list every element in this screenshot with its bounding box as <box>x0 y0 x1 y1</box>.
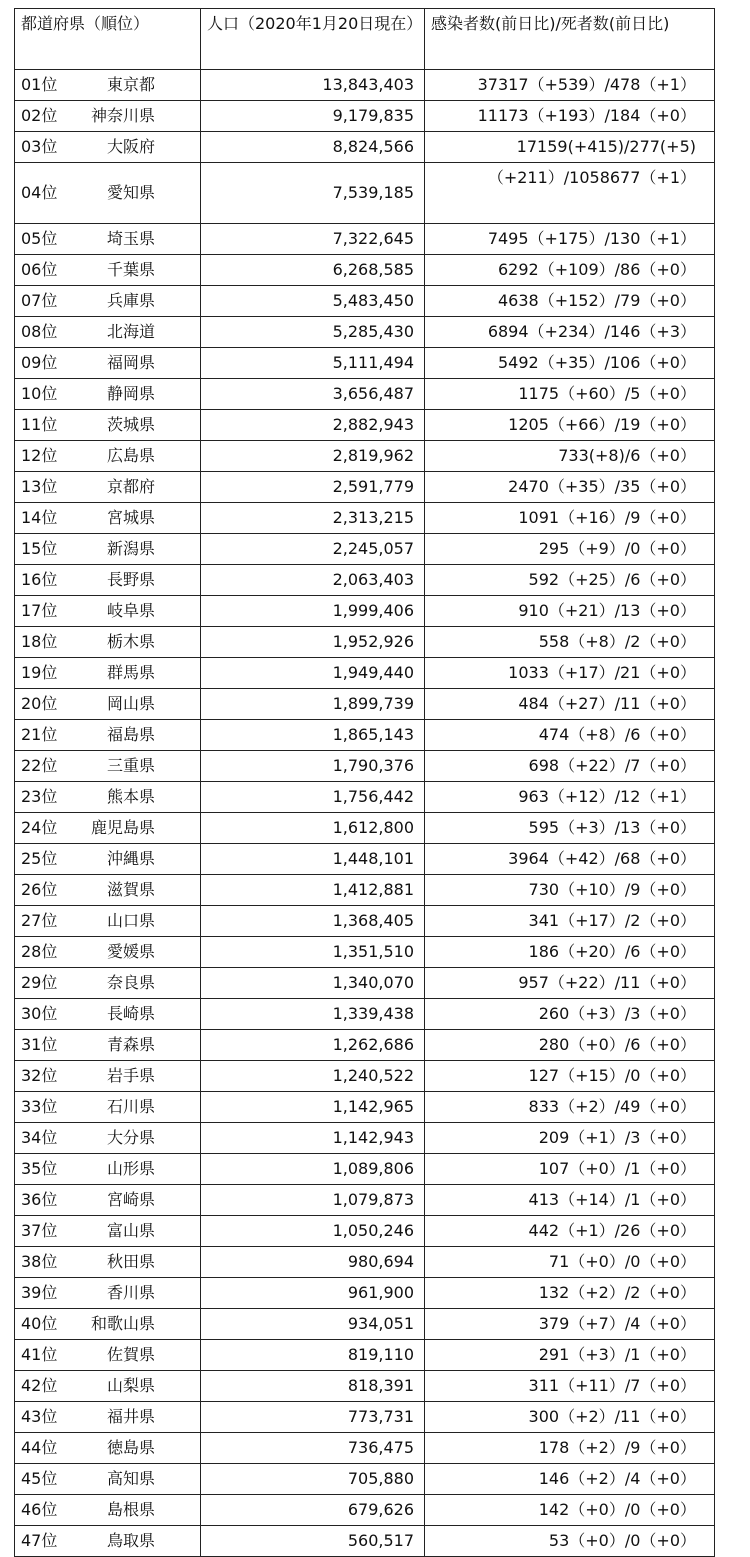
table-row <box>15 441 715 472</box>
table-row <box>15 410 715 441</box>
cases-deaths-cell: 6292（+109）/86（+0） <box>425 255 715 286</box>
prefecture-name: 北海道 <box>106 322 155 341</box>
prefecture-cell <box>15 1247 201 1278</box>
prefecture-cell <box>15 1340 201 1371</box>
cases-deaths-cell: 209（+1）/3（+0） <box>425 1123 715 1154</box>
prefecture-cell <box>15 1464 201 1495</box>
prefecture-cell <box>15 472 201 503</box>
prefecture-cell <box>15 1030 201 1061</box>
prefecture-name: 高知県 <box>106 1469 155 1488</box>
prefecture-name: 大阪府 <box>106 137 155 156</box>
rank-label: 32位 <box>21 1066 58 1085</box>
prefecture-cell <box>15 813 201 844</box>
prefecture-cell <box>15 534 201 565</box>
cases-deaths-cell: 11173（+193）/184（+0） <box>425 101 715 132</box>
population-cell: 1,050,246 <box>201 1216 425 1247</box>
rank-label: 35位 <box>21 1159 58 1178</box>
table-row <box>15 1216 715 1247</box>
table-row <box>15 1061 715 1092</box>
population-cell: 736,475 <box>201 1433 425 1464</box>
rank-label: 12位 <box>21 446 58 465</box>
prefecture-cell <box>15 627 201 658</box>
table-row <box>15 101 715 132</box>
header-prefecture: 都道府県（順位） <box>15 9 201 70</box>
population-cell: 2,819,962 <box>201 441 425 472</box>
prefecture-name: 熊本県 <box>106 787 155 806</box>
prefecture-cell <box>15 255 201 286</box>
population-cell: 980,694 <box>201 1247 425 1278</box>
rank-label: 44位 <box>21 1438 58 1457</box>
rank-label: 15位 <box>21 539 58 558</box>
cases-deaths-cell: 295（+9）/0（+0） <box>425 534 715 565</box>
cases-deaths-cell: 474（+8）/6（+0） <box>425 720 715 751</box>
cases-deaths-cell: 6894（+234）/146（+3） <box>425 317 715 348</box>
cases-deaths-cell: 280（+0）/6（+0） <box>425 1030 715 1061</box>
prefecture-cell <box>15 441 201 472</box>
prefecture-name: 福岡県 <box>106 353 155 372</box>
prefecture-name: 岐阜県 <box>106 601 155 620</box>
population-cell: 8,824,566 <box>201 132 425 163</box>
cases-deaths-cell: 53（+0）/0（+0） <box>425 1526 715 1557</box>
rank-label: 37位 <box>21 1221 58 1240</box>
rank-label: 14位 <box>21 508 58 527</box>
rank-label: 06位 <box>21 260 58 279</box>
prefecture-cell <box>15 317 201 348</box>
table-row <box>15 534 715 565</box>
rank-label: 47位 <box>21 1531 58 1550</box>
prefecture-cell <box>15 1278 201 1309</box>
prefecture-cell <box>15 844 201 875</box>
prefecture-cell <box>15 1123 201 1154</box>
rank-label: 40位 <box>21 1314 58 1333</box>
rank-label: 08位 <box>21 322 58 341</box>
table-row <box>15 255 715 286</box>
cases-deaths-cell: 311（+11）/7（+0） <box>425 1371 715 1402</box>
table-row <box>15 224 715 255</box>
prefecture-cell <box>15 503 201 534</box>
cases-deaths-cell: 178（+2）/9（+0） <box>425 1433 715 1464</box>
population-cell: 1,340,070 <box>201 968 425 999</box>
cases-deaths-cell: （+211）/1058677（+1） <box>425 163 715 224</box>
prefecture-cell <box>15 1154 201 1185</box>
prefecture-name: 富山県 <box>106 1221 155 1240</box>
table-row <box>15 1185 715 1216</box>
prefecture-name: 栃木県 <box>106 632 155 651</box>
rank-label: 33位 <box>21 1097 58 1116</box>
rank-label: 43位 <box>21 1407 58 1426</box>
cases-deaths-cell: 558（+8）/2（+0） <box>425 627 715 658</box>
prefecture-name: 福島県 <box>106 725 155 744</box>
prefecture-cell <box>15 720 201 751</box>
cases-deaths-cell: 5492（+35）/106（+0） <box>425 348 715 379</box>
rank-label: 24位 <box>21 818 58 837</box>
table-row <box>15 132 715 163</box>
prefecture-cell <box>15 379 201 410</box>
prefecture-cell <box>15 906 201 937</box>
table-row <box>15 1123 715 1154</box>
rank-label: 22位 <box>21 756 58 775</box>
prefecture-name: 千葉県 <box>106 260 155 279</box>
cases-deaths-cell: 142（+0）/0（+0） <box>425 1495 715 1526</box>
population-cell: 1,999,406 <box>201 596 425 627</box>
population-cell: 773,731 <box>201 1402 425 1433</box>
prefecture-table <box>14 8 715 1557</box>
table-row <box>15 1154 715 1185</box>
prefecture-name: 佐賀県 <box>106 1345 155 1364</box>
table-row <box>15 1402 715 1433</box>
cases-deaths-cell: 595（+3）/13（+0） <box>425 813 715 844</box>
prefecture-cell <box>15 286 201 317</box>
cases-deaths-cell: 127（+15）/0（+0） <box>425 1061 715 1092</box>
prefecture-cell <box>15 658 201 689</box>
rank-label: 07位 <box>21 291 58 310</box>
population-cell: 1,448,101 <box>201 844 425 875</box>
prefecture-name: 愛媛県 <box>106 942 155 961</box>
prefecture-cell <box>15 565 201 596</box>
population-cell: 961,900 <box>201 1278 425 1309</box>
cases-deaths-cell: 730（+10）/9（+0） <box>425 875 715 906</box>
population-cell: 6,268,585 <box>201 255 425 286</box>
population-cell: 2,591,779 <box>201 472 425 503</box>
table-row <box>15 689 715 720</box>
rank-label: 13位 <box>21 477 58 496</box>
prefecture-cell <box>15 1433 201 1464</box>
cases-deaths-cell: 260（+3）/3（+0） <box>425 999 715 1030</box>
cases-deaths-cell: 3964（+42）/68（+0） <box>425 844 715 875</box>
prefecture-name: 山口県 <box>106 911 155 930</box>
table-row <box>15 565 715 596</box>
prefecture-cell <box>15 782 201 813</box>
table-row <box>15 937 715 968</box>
population-cell: 1,240,522 <box>201 1061 425 1092</box>
prefecture-name: 愛知県 <box>106 183 155 202</box>
cases-deaths-cell: 186（+20）/6（+0） <box>425 937 715 968</box>
table-row <box>15 317 715 348</box>
table-row <box>15 1340 715 1371</box>
header-row <box>15 9 715 70</box>
rank-label: 10位 <box>21 384 58 403</box>
prefecture-cell <box>15 875 201 906</box>
rank-label: 41位 <box>21 1345 58 1364</box>
table-row <box>15 1247 715 1278</box>
table-row <box>15 875 715 906</box>
cases-deaths-cell: 910（+21）/13（+0） <box>425 596 715 627</box>
rank-label: 39位 <box>21 1283 58 1302</box>
prefecture-name: 大分県 <box>106 1128 155 1147</box>
prefecture-cell <box>15 1185 201 1216</box>
cases-deaths-cell: 963（+12）/12（+1） <box>425 782 715 813</box>
prefecture-name: 広島県 <box>106 446 155 465</box>
table-row <box>15 1030 715 1061</box>
table-row <box>15 286 715 317</box>
prefecture-name: 茨城県 <box>106 415 155 434</box>
rank-label: 46位 <box>21 1500 58 1519</box>
population-cell: 1,142,965 <box>201 1092 425 1123</box>
population-cell: 2,313,215 <box>201 503 425 534</box>
prefecture-name: 鹿児島県 <box>90 818 155 837</box>
rank-label: 26位 <box>21 880 58 899</box>
cases-deaths-cell: 1205（+66）/19（+0） <box>425 410 715 441</box>
prefecture-name: 兵庫県 <box>106 291 155 310</box>
population-cell: 1,790,376 <box>201 751 425 782</box>
prefecture-name: 埼玉県 <box>106 229 155 248</box>
prefecture-name: 岩手県 <box>106 1066 155 1085</box>
prefecture-cell <box>15 968 201 999</box>
population-cell: 3,656,487 <box>201 379 425 410</box>
prefecture-cell <box>15 937 201 968</box>
prefecture-name: 静岡県 <box>106 384 155 403</box>
table-row <box>15 1278 715 1309</box>
rank-label: 16位 <box>21 570 58 589</box>
rank-label: 23位 <box>21 787 58 806</box>
prefecture-name: 香川県 <box>106 1283 155 1302</box>
rank-label: 09位 <box>21 353 58 372</box>
table-row <box>15 720 715 751</box>
cases-deaths-cell: 146（+2）/4（+0） <box>425 1464 715 1495</box>
population-cell: 5,111,494 <box>201 348 425 379</box>
prefecture-name: 徳島県 <box>106 1438 155 1457</box>
cases-deaths-cell: 484（+27）/11（+0） <box>425 689 715 720</box>
cases-deaths-cell: 733(+8)/6（+0） <box>425 441 715 472</box>
cases-deaths-cell: 442（+1）/26（+0） <box>425 1216 715 1247</box>
prefecture-name: 滋賀県 <box>106 880 155 899</box>
cases-deaths-cell: 413（+14）/1（+0） <box>425 1185 715 1216</box>
rank-label: 19位 <box>21 663 58 682</box>
rank-label: 30位 <box>21 1004 58 1023</box>
table-row <box>15 751 715 782</box>
cases-deaths-cell: 592（+25）/6（+0） <box>425 565 715 596</box>
table-row <box>15 627 715 658</box>
prefecture-cell <box>15 132 201 163</box>
rank-label: 11位 <box>21 415 58 434</box>
rank-label: 21位 <box>21 725 58 744</box>
rank-label: 38位 <box>21 1252 58 1271</box>
prefecture-name: 石川県 <box>106 1097 155 1116</box>
prefecture-name: 長野県 <box>106 570 155 589</box>
cases-deaths-cell: 698（+22）/7（+0） <box>425 751 715 782</box>
prefecture-cell <box>15 1402 201 1433</box>
rank-label: 18位 <box>21 632 58 651</box>
population-cell: 7,322,645 <box>201 224 425 255</box>
prefecture-cell <box>15 224 201 255</box>
prefecture-cell <box>15 689 201 720</box>
prefecture-name: 鳥取県 <box>106 1531 155 1550</box>
rank-label: 20位 <box>21 694 58 713</box>
prefecture-cell <box>15 101 201 132</box>
prefecture-name: 群馬県 <box>106 663 155 682</box>
rank-label: 03位 <box>21 137 58 156</box>
table-row <box>15 658 715 689</box>
prefecture-cell <box>15 410 201 441</box>
population-cell: 560,517 <box>201 1526 425 1557</box>
population-cell: 1,079,873 <box>201 1185 425 1216</box>
prefecture-name: 神奈川県 <box>90 106 155 125</box>
table-row <box>15 782 715 813</box>
population-cell: 13,843,403 <box>201 70 425 101</box>
cases-deaths-cell: 833（+2）/49（+0） <box>425 1092 715 1123</box>
population-cell: 1,865,143 <box>201 720 425 751</box>
rank-label: 17位 <box>21 601 58 620</box>
rank-label: 05位 <box>21 229 58 248</box>
prefecture-name: 島根県 <box>106 1500 155 1519</box>
cases-deaths-cell: 17159(+415)/277(+5) <box>425 132 715 163</box>
prefecture-name: 宮城県 <box>106 508 155 527</box>
table-row <box>15 999 715 1030</box>
table-row <box>15 1464 715 1495</box>
prefecture-cell <box>15 999 201 1030</box>
rank-label: 31位 <box>21 1035 58 1054</box>
prefecture-name: 山梨県 <box>106 1376 155 1395</box>
population-cell: 1,949,440 <box>201 658 425 689</box>
population-cell: 5,285,430 <box>201 317 425 348</box>
cases-deaths-cell: 341（+17）/2（+0） <box>425 906 715 937</box>
table-row <box>15 1092 715 1123</box>
prefecture-name: 新潟県 <box>106 539 155 558</box>
population-cell: 818,391 <box>201 1371 425 1402</box>
cases-deaths-cell: 300（+2）/11（+0） <box>425 1402 715 1433</box>
table-row <box>15 1495 715 1526</box>
population-cell: 9,179,835 <box>201 101 425 132</box>
population-cell: 2,882,943 <box>201 410 425 441</box>
prefecture-cell <box>15 1309 201 1340</box>
population-cell: 1,756,442 <box>201 782 425 813</box>
header-cases-deaths: 感染者数(前日比)/死者数(前日比) <box>425 9 715 70</box>
prefecture-cell <box>15 1092 201 1123</box>
cases-deaths-cell: 7495（+175）/130（+1） <box>425 224 715 255</box>
population-cell: 819,110 <box>201 1340 425 1371</box>
population-cell: 1,351,510 <box>201 937 425 968</box>
prefecture-cell <box>15 1216 201 1247</box>
population-cell: 1,368,405 <box>201 906 425 937</box>
prefecture-name: 岡山県 <box>106 694 155 713</box>
cases-deaths-cell: 132（+2）/2（+0） <box>425 1278 715 1309</box>
population-cell: 934,051 <box>201 1309 425 1340</box>
population-cell: 7,539,185 <box>201 163 425 224</box>
prefecture-name: 三重県 <box>106 756 155 775</box>
prefecture-cell <box>15 1061 201 1092</box>
prefecture-name: 山形県 <box>106 1159 155 1178</box>
population-cell: 1,952,926 <box>201 627 425 658</box>
cases-deaths-cell: 291（+3）/1（+0） <box>425 1340 715 1371</box>
cases-deaths-cell: 1175（+60）/5（+0） <box>425 379 715 410</box>
rank-label: 27位 <box>21 911 58 930</box>
population-cell: 1,899,739 <box>201 689 425 720</box>
population-cell: 2,063,403 <box>201 565 425 596</box>
population-cell: 1,339,438 <box>201 999 425 1030</box>
table-row <box>15 1309 715 1340</box>
prefecture-name: 奈良県 <box>106 973 155 992</box>
prefecture-name: 京都府 <box>106 477 155 496</box>
population-cell: 705,880 <box>201 1464 425 1495</box>
population-cell: 1,142,943 <box>201 1123 425 1154</box>
population-cell: 5,483,450 <box>201 286 425 317</box>
prefecture-name: 長崎県 <box>106 1004 155 1023</box>
cases-deaths-cell: 957（+22）/11（+0） <box>425 968 715 999</box>
prefecture-cell <box>15 1495 201 1526</box>
table-row <box>15 348 715 379</box>
prefecture-name: 青森県 <box>106 1035 155 1054</box>
cases-deaths-cell: 37317（+539）/478（+1） <box>425 70 715 101</box>
prefecture-cell <box>15 596 201 627</box>
table-row <box>15 1371 715 1402</box>
table-row <box>15 70 715 101</box>
rank-label: 01位 <box>21 75 58 94</box>
prefecture-name: 宮崎県 <box>106 1190 155 1209</box>
population-cell: 1,412,881 <box>201 875 425 906</box>
population-cell: 1,089,806 <box>201 1154 425 1185</box>
table-body <box>15 70 715 1557</box>
prefecture-name: 和歌山県 <box>90 1314 155 1333</box>
rank-label: 28位 <box>21 942 58 961</box>
rank-label: 25位 <box>21 849 58 868</box>
prefecture-cell <box>15 348 201 379</box>
prefecture-name: 秋田県 <box>106 1252 155 1271</box>
prefecture-cell <box>15 163 201 224</box>
table-row <box>15 968 715 999</box>
prefecture-cell <box>15 1371 201 1402</box>
population-cell: 679,626 <box>201 1495 425 1526</box>
rank-label: 36位 <box>21 1190 58 1209</box>
table-row <box>15 596 715 627</box>
cases-deaths-cell: 379（+7）/4（+0） <box>425 1309 715 1340</box>
table-row <box>15 844 715 875</box>
cases-deaths-cell: 107（+0）/1（+0） <box>425 1154 715 1185</box>
table-row <box>15 472 715 503</box>
population-cell: 2,245,057 <box>201 534 425 565</box>
prefecture-name: 沖縄県 <box>106 849 155 868</box>
cases-deaths-cell: 2470（+35）/35（+0） <box>425 472 715 503</box>
rank-label: 29位 <box>21 973 58 992</box>
table-row <box>15 379 715 410</box>
rank-label: 45位 <box>21 1469 58 1488</box>
cases-deaths-cell: 71（+0）/0（+0） <box>425 1247 715 1278</box>
table-row <box>15 503 715 534</box>
rank-label: 04位 <box>21 183 58 202</box>
population-cell: 1,262,686 <box>201 1030 425 1061</box>
prefecture-name: 福井県 <box>106 1407 155 1426</box>
table-row <box>15 813 715 844</box>
cases-deaths-cell: 1033（+17）/21（+0） <box>425 658 715 689</box>
rank-label: 34位 <box>21 1128 58 1147</box>
table-row <box>15 1433 715 1464</box>
rank-label: 42位 <box>21 1376 58 1395</box>
prefecture-cell <box>15 751 201 782</box>
table-row <box>15 906 715 937</box>
cases-deaths-cell: 4638（+152）/79（+0） <box>425 286 715 317</box>
table-row <box>15 163 715 224</box>
prefecture-name: 東京都 <box>106 75 155 94</box>
prefecture-cell <box>15 70 201 101</box>
rank-label: 02位 <box>21 106 58 125</box>
cases-deaths-cell: 1091（+16）/9（+0） <box>425 503 715 534</box>
population-cell: 1,612,800 <box>201 813 425 844</box>
header-population: 人口（2020年1月20日現在） <box>201 9 425 70</box>
